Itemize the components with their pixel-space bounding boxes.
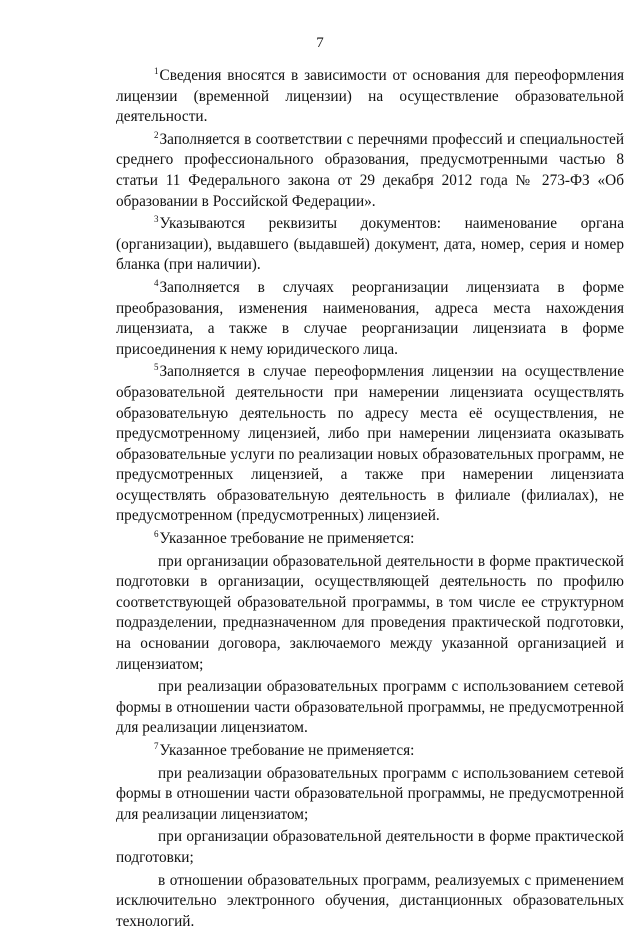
page-number: 7	[316, 35, 324, 51]
footnote-text: Заполняется в соответствии с перечнями профессий и специальностей среднего профессионального образования, предусмотренными частью 8 статьи 11 Федерального закона от 29 декабря 2012 года № 273-ФЗ «Об образовании в Российской Федерации».	[116, 130, 624, 210]
footnote-marker: 6	[154, 529, 159, 540]
footnote-marker: 5	[154, 362, 159, 373]
footnote-7-item-2: при организации образовательной деятельности в форме практической подготовки;	[116, 828, 624, 866]
footnote-6-item-2: при реализации образовательных программ с использованием сетевой формы в отношении части образовательной программы, не предусмотренной для реализации лицензиатом.	[116, 678, 624, 737]
footnote-7-item-1: при реализации образовательных программ с использованием сетевой формы в отношении части образовательной программы, не предусмотренной для реализации лицензиатом;	[116, 764, 624, 823]
footnote-6-item-1: при организации образовательной деятельности в форме практической подготовки в организации, осуществляющей деятельность по профилю соответствующей образовательной программы, в том числе ее структурном подразделении, предназначенном для проведения практической подготовки, на основании договора, заключаемого между указанной организацией и лицензиатом;	[116, 552, 624, 673]
footnote-marker: 3	[154, 214, 159, 225]
footnote-3	[116, 214, 624, 276]
footnote-marker: 7	[154, 741, 159, 751]
footnote-marker: 4	[154, 277, 159, 288]
footnote-text: Указанное требование не применяется:	[159, 742, 415, 759]
footnote-text: Заполняется в случае переоформления лицензии на осуществление образовательной деятельности при намерении лицензиата осуществлять образовательную деятельность по адресу места её осуществления, не предусмотренному лицензией, либо при намерении лицензиата оказывать образовательные услуги по реализации новых образовательных программ, не предусмотренных лицензией, а также при намерении лицензиата осуществлять образовательную деятельность в филиале (филиалах), не предусмотренном (предусмотренных) лицензией.	[116, 363, 624, 525]
footnote-6	[116, 529, 624, 550]
footnote-1	[116, 66, 624, 128]
footnote-7	[116, 741, 624, 762]
footnote-text: Сведения вносятся в зависимости от основания для переоформления лицензии (временной лицензии) на осуществление образовательной деятельности.	[116, 67, 624, 126]
footnote-marker: 2	[154, 129, 159, 140]
footnote-7-item-3: в отношении образовательных программ, реализуемых с применением исключительно электронного обучения, дистанционных образовательных технологий.	[116, 871, 624, 930]
footnote-2	[116, 130, 624, 212]
footnotes-body	[116, 66, 624, 934]
footnote-4	[116, 278, 624, 360]
footnote-text: Указанное требование не применяется:	[159, 530, 415, 548]
footnote-marker: 1	[154, 66, 159, 76]
footnote-text: Указываются реквизиты документов: наименование органа (организации), выдавшего (выдавшей) документ, дата, номер, серия и номер бланка (при наличии).	[116, 215, 624, 274]
footnote-5	[116, 362, 624, 527]
footnote-text: Заполняется в случаях реорганизации лицензиата в форме преобразования, изменения наименования, адреса места нахождения лицензиата, а также в случае реорганизации лицензиата в форме присоединения к нему юридического лица.	[116, 278, 624, 358]
